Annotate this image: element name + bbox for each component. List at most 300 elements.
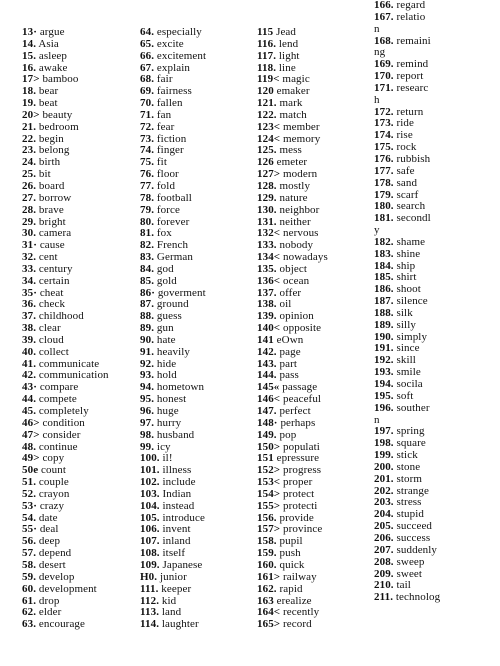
entry-number: 124<: [257, 132, 281, 145]
entry-word: rapid: [279, 582, 303, 595]
entry-number: 192.: [374, 354, 394, 367]
entry-number: 130.: [257, 203, 277, 216]
entry-number: 67.: [140, 61, 155, 74]
entry-word: excitement: [156, 49, 207, 62]
entry-number: 55·: [22, 523, 37, 536]
entry-word: suddenly: [396, 543, 438, 556]
entry-number: 148·: [257, 416, 278, 429]
entry-word: simply: [396, 330, 428, 343]
entry-number: 176.: [374, 152, 394, 165]
entry-word: asleep: [38, 49, 68, 62]
entry-word: bit: [38, 168, 51, 181]
entry-word: honest: [156, 393, 187, 406]
entry-number: 47>: [22, 428, 40, 441]
entry-word: itself: [162, 547, 186, 560]
entry-number: 204.: [374, 508, 394, 521]
entry-word: fit: [156, 156, 167, 169]
entry-number: 144.: [257, 369, 277, 382]
entry-number: 210.: [374, 579, 394, 592]
entry-number: 42.: [22, 369, 37, 382]
entry-word: beauty: [42, 108, 73, 121]
entry-word: develop: [38, 570, 75, 583]
entry-number: 22.: [22, 132, 37, 145]
entry-word: invent: [162, 523, 191, 536]
entry-number: 114.: [140, 618, 160, 631]
entry-word: scarf: [396, 188, 419, 201]
entry-number: 27.: [22, 191, 37, 204]
entry-number: 80.: [140, 215, 155, 228]
entry-number: 164<: [257, 606, 281, 619]
word-column-3: [257, 27, 328, 631]
entry-number: 183.: [374, 247, 394, 260]
entry-number: 207.: [374, 543, 394, 556]
entry-word: shirt: [396, 271, 417, 284]
entry-word: storm: [396, 472, 423, 485]
entry-number: 147.: [257, 405, 277, 417]
entry-number: 123<: [257, 120, 281, 133]
entry-word: remind: [396, 58, 429, 71]
entry-number: 74.: [140, 144, 155, 157]
entry-number: 189.: [374, 318, 394, 331]
entry-number: 54.: [22, 511, 37, 524]
entry-number: 136<: [257, 274, 281, 287]
entry-word: fear: [156, 120, 175, 133]
entry-number: 186.: [374, 283, 394, 296]
entry-word: part: [279, 357, 298, 370]
entry-number: 71.: [140, 108, 155, 121]
entry-word: communicate: [38, 357, 100, 370]
entry-number: 72.: [140, 120, 155, 133]
entry-word: instead: [162, 499, 195, 512]
entry-number: 101.: [140, 464, 160, 477]
entry-word: souther: [396, 401, 430, 414]
entry-word: fan: [156, 108, 172, 121]
entry-number: 97.: [140, 416, 155, 429]
entry-number: 202.: [374, 484, 394, 497]
entry-number: 199.: [374, 449, 394, 462]
entry-number: 75.: [140, 156, 155, 169]
entry-word: finger: [156, 144, 184, 157]
entry-word: nature: [279, 191, 308, 204]
entry-word: gun: [156, 322, 174, 335]
entry-word: husband: [156, 428, 195, 441]
entry-number: 149.: [257, 428, 277, 441]
entry-number: 79.: [140, 203, 155, 216]
entry-number: 159.: [257, 547, 277, 560]
word-column-1: [22, 27, 109, 631]
entry-word: n: [374, 22, 380, 35]
entry-number: 197.: [374, 425, 394, 438]
entry-number: 66.: [140, 49, 155, 62]
entry-number: 13·: [22, 26, 37, 38]
entry-word: opinion: [279, 310, 314, 323]
entry-word: nobody: [279, 239, 314, 252]
entry-number: 93.: [140, 369, 155, 382]
entry-number: 84.: [140, 262, 155, 275]
entry-word: birth: [38, 156, 61, 169]
entry-word: introduce: [162, 511, 205, 524]
entry-word: Indian: [162, 487, 192, 500]
entry-number: 191.: [374, 342, 394, 355]
entry-word: regard: [396, 0, 426, 11]
entry-word: sweep: [396, 555, 425, 568]
entry-word: mostly: [279, 179, 311, 192]
entry-number: 103.: [140, 487, 160, 500]
entry-number: 193.: [374, 366, 394, 379]
entry-word: fiction: [156, 132, 187, 145]
entry-number: 143.: [257, 357, 277, 370]
entry-number: 53·: [22, 499, 37, 512]
entry-word: deep: [38, 535, 61, 548]
entry-number: 127>: [257, 168, 281, 181]
entry-word: completely: [38, 405, 89, 417]
entry-word: date: [38, 511, 58, 524]
entry-number: 59.: [22, 570, 37, 583]
entry-word: Jead: [276, 26, 297, 38]
entry-number: 39.: [22, 333, 37, 346]
entry-number: 195.: [374, 389, 394, 402]
word-entry: [374, 403, 474, 415]
entry-number: 62.: [22, 606, 37, 619]
entry-number: 140<: [257, 322, 281, 335]
entry-word: erealize: [276, 594, 312, 607]
entry-number: 168.: [374, 34, 394, 47]
entry-word: stress: [396, 496, 422, 509]
entry-word: report: [396, 70, 424, 83]
entry-number: 198.: [374, 437, 394, 450]
entry-word: shame: [396, 235, 426, 248]
entry-number: 179.: [374, 188, 394, 201]
entry-word: condition: [42, 416, 85, 429]
entry-number: 169.: [374, 58, 394, 71]
entry-number: 165>: [257, 618, 281, 631]
entry-number: 115: [257, 26, 274, 38]
entry-number: 118.: [257, 61, 277, 74]
entry-word: magic: [282, 73, 310, 86]
entry-number: 37.: [22, 310, 37, 323]
entry-number: 65.: [140, 37, 155, 50]
entry-number: 161>: [257, 570, 281, 583]
entry-word: board: [38, 179, 65, 192]
entry-word: proper: [283, 476, 313, 489]
entry-word: especially: [156, 26, 202, 38]
entry-number: 139.: [257, 310, 277, 323]
entry-word: offer: [279, 286, 302, 299]
entry-number: 69.: [140, 85, 155, 98]
entry-word: fair: [156, 73, 173, 86]
entry-number: 163: [257, 594, 274, 607]
entry-word: neither: [279, 215, 311, 228]
entry-number: 14.: [22, 37, 37, 50]
entry-word: ground: [156, 298, 189, 311]
entry-number: 52.: [22, 487, 37, 500]
entry-number: 154>: [257, 487, 281, 500]
entry-number: 98.: [140, 428, 155, 441]
entry-word: technolog: [395, 591, 441, 604]
word-entry: [374, 83, 474, 95]
entry-number: 82.: [140, 239, 155, 252]
entry-number: 108.: [140, 547, 160, 560]
entry-number: 85.: [140, 274, 155, 287]
entry-word: eOwn: [276, 333, 304, 346]
entry-word: junior: [159, 570, 187, 583]
entry-number: 133.: [257, 239, 277, 252]
entry-word: certain: [38, 274, 70, 287]
entry-word: hold: [156, 369, 177, 382]
entry-word: secondl: [396, 212, 431, 225]
entry-word: god: [156, 262, 174, 275]
entry-word: kid: [161, 594, 177, 607]
entry-word: silk: [396, 306, 413, 319]
entry-word: gold: [156, 274, 177, 287]
entry-number: 106.: [140, 523, 160, 536]
entry-number: 155>: [257, 499, 281, 512]
entry-word: ride: [396, 117, 415, 130]
entry-number: 172.: [374, 105, 394, 118]
entry-number: 63.: [22, 618, 37, 631]
entry-number: 99.: [140, 440, 155, 453]
entry-word: railway: [283, 570, 317, 583]
entry-word: soft: [396, 389, 414, 402]
entry-number: 153<: [257, 476, 281, 489]
entry-word: mark: [279, 97, 303, 110]
entry-word: German: [156, 251, 193, 264]
entry-number: 206.: [374, 531, 394, 544]
entry-word: fox: [156, 227, 172, 240]
entry-word: century: [38, 262, 73, 275]
entry-number: 157>: [257, 523, 281, 536]
word-entry: [374, 12, 474, 24]
entry-number: 38.: [22, 322, 37, 335]
entry-word: progress: [283, 464, 322, 477]
entry-word: shine: [396, 247, 421, 260]
entry-number: 128.: [257, 179, 277, 192]
entry-word: square: [396, 437, 426, 450]
entry-number: 109.: [140, 558, 160, 571]
entry-number: 57.: [22, 547, 37, 560]
entry-word: forever: [156, 215, 190, 228]
entry-number: 138.: [257, 298, 277, 311]
entry-word: hometown: [156, 381, 205, 394]
entry-word: remaini: [396, 34, 431, 47]
entry-word: copy: [42, 452, 65, 465]
entry-word: crayon: [38, 487, 70, 500]
entry-number: 30.: [22, 227, 37, 240]
entry-word: force: [156, 203, 181, 216]
entry-number: 36.: [22, 298, 37, 311]
entry-word: pop: [279, 428, 297, 441]
entry-number: 105.: [140, 511, 160, 524]
entry-word: hurry: [156, 416, 182, 429]
entry-number: 151: [257, 452, 274, 465]
entry-number: 102.: [140, 476, 160, 489]
entry-word: excite: [156, 37, 184, 50]
entry-number: 178.: [374, 176, 394, 189]
entry-number: 200.: [374, 460, 394, 473]
entry-number: 129.: [257, 191, 277, 204]
entry-number: 162.: [257, 582, 277, 595]
entry-word: perhaps: [280, 416, 316, 429]
entry-number: 34.: [22, 274, 37, 287]
entry-word: fold: [156, 179, 176, 192]
word-column-4: [374, 0, 474, 604]
entry-number: 160.: [257, 558, 277, 571]
entry-number: 86·: [140, 286, 155, 299]
entry-word: sand: [396, 176, 418, 189]
entry-word: borrow: [38, 191, 72, 204]
entry-word: childhood: [38, 310, 84, 323]
entry-number: 188.: [374, 306, 394, 319]
entry-word: stupid: [396, 508, 425, 521]
entry-word: return: [396, 105, 424, 118]
entry-word: cheat: [39, 286, 64, 299]
entry-number: 64.: [140, 26, 155, 38]
entry-word: record: [283, 618, 312, 631]
entry-word: n: [374, 413, 380, 426]
entry-number: 158.: [257, 535, 277, 548]
entry-word: light: [278, 49, 300, 62]
entry-word: hide: [156, 357, 177, 370]
entry-word: check: [38, 298, 66, 311]
entry-number: 96.: [140, 405, 155, 417]
entry-word: French: [156, 239, 189, 252]
entry-word: land: [161, 606, 182, 619]
entry-number: 180.: [374, 200, 394, 213]
entry-word: socila: [396, 378, 423, 390]
entry-word: elder: [38, 606, 62, 619]
entry-number: 92.: [140, 357, 155, 370]
entry-word: since: [396, 342, 420, 355]
entry-number: 50e: [22, 464, 39, 477]
entry-word: football: [156, 191, 192, 204]
entry-word: crazy: [39, 499, 65, 512]
entry-word: deal: [39, 523, 59, 536]
entry-number: 104.: [140, 499, 160, 512]
entry-word: opposite: [283, 322, 322, 335]
entry-word: drop: [38, 594, 60, 607]
entry-number: 31·: [22, 239, 37, 252]
word-entry: [374, 213, 474, 225]
entry-word: pass: [279, 369, 299, 382]
entry-word: search: [396, 200, 426, 213]
entry-number: 167.: [374, 10, 394, 23]
entry-number: 89.: [140, 322, 155, 335]
entry-word: nervous: [283, 227, 319, 240]
entry-word: icy: [156, 440, 171, 453]
entry-number: 40.: [22, 345, 37, 358]
entry-number: 211.: [374, 591, 394, 604]
entry-number: 117.: [257, 49, 277, 62]
entry-word: bedroom: [38, 120, 79, 133]
entry-number: 48.: [22, 440, 37, 453]
entry-number: 83.: [140, 251, 155, 264]
entry-word: epressure: [276, 452, 320, 465]
entry-number: 91.: [140, 345, 155, 358]
entry-number: 24.: [22, 156, 37, 169]
entry-word: provide: [279, 511, 314, 524]
entry-word: camera: [38, 227, 72, 240]
entry-word: heavily: [156, 345, 190, 358]
entry-number: 116.: [257, 37, 277, 50]
entry-number: 142.: [257, 345, 277, 358]
entry-number: 78.: [140, 191, 155, 204]
entry-word: silly: [396, 318, 416, 331]
entry-word: rise: [396, 129, 413, 142]
entry-number: 196.: [374, 401, 394, 414]
entry-number: 177.: [374, 164, 394, 177]
entry-number: 29.: [22, 215, 37, 228]
entry-number: 194.: [374, 378, 394, 390]
entry-number: 77.: [140, 179, 155, 192]
entry-number: 201.: [374, 472, 394, 485]
entry-number: 60.: [22, 582, 37, 595]
entry-number: 125.: [257, 144, 277, 157]
entry-word: strange: [396, 484, 429, 497]
entry-number: 166.: [374, 0, 394, 11]
entry-number: 112.: [140, 594, 160, 607]
entry-number: 156.: [257, 511, 277, 524]
entry-number: 43·: [22, 381, 37, 394]
entry-number: 21.: [22, 120, 37, 133]
entry-number: 170.: [374, 70, 394, 83]
entry-word: il!: [162, 452, 173, 465]
entry-word: communication: [38, 369, 109, 382]
entry-word: compare: [39, 381, 79, 394]
entry-number: 145«: [257, 381, 280, 394]
entry-number: 41.: [22, 357, 37, 370]
entry-word: beat: [38, 97, 58, 110]
entry-word: modern: [283, 168, 318, 181]
entry-number: 135.: [257, 262, 277, 275]
entry-number: 70.: [140, 97, 155, 110]
entry-word: y: [374, 224, 380, 237]
entry-word: stick: [396, 449, 418, 462]
entry-word: relatio: [396, 10, 426, 23]
entry-number: 20>: [22, 108, 40, 121]
entry-word: brave: [38, 203, 64, 216]
entry-word: encourage: [38, 618, 86, 631]
entry-number: 90.: [140, 333, 155, 346]
entry-number: 141: [257, 333, 274, 346]
entry-word: begin: [38, 132, 64, 145]
entry-number: 132<: [257, 227, 281, 240]
entry-number: 25.: [22, 168, 37, 181]
entry-number: 94.: [140, 381, 155, 394]
entry-word: object: [279, 262, 307, 275]
entry-word: mess: [279, 144, 302, 157]
entry-word: ng: [374, 46, 386, 59]
entry-number: 17>: [22, 73, 40, 86]
entry-number: 175.: [374, 141, 394, 154]
entry-word: recently: [283, 606, 320, 619]
entry-number: 185.: [374, 271, 394, 284]
entry-number: 23.: [22, 144, 37, 157]
entry-word: fairness: [156, 85, 192, 98]
word-column-2: [140, 27, 206, 631]
entry-word: protecti: [283, 499, 318, 512]
entry-word: inland: [162, 535, 191, 548]
entry-number: 209.: [374, 567, 394, 580]
entry-word: match: [279, 108, 307, 121]
entry-word: keeper: [161, 582, 192, 595]
entry-word: ship: [396, 259, 416, 272]
entry-word: lend: [278, 37, 299, 50]
entry-word: page: [279, 345, 301, 358]
entry-number: 87.: [140, 298, 155, 311]
entry-number: 58.: [22, 558, 37, 571]
entry-word: desert: [38, 558, 66, 571]
entry-word: bright: [38, 215, 66, 228]
